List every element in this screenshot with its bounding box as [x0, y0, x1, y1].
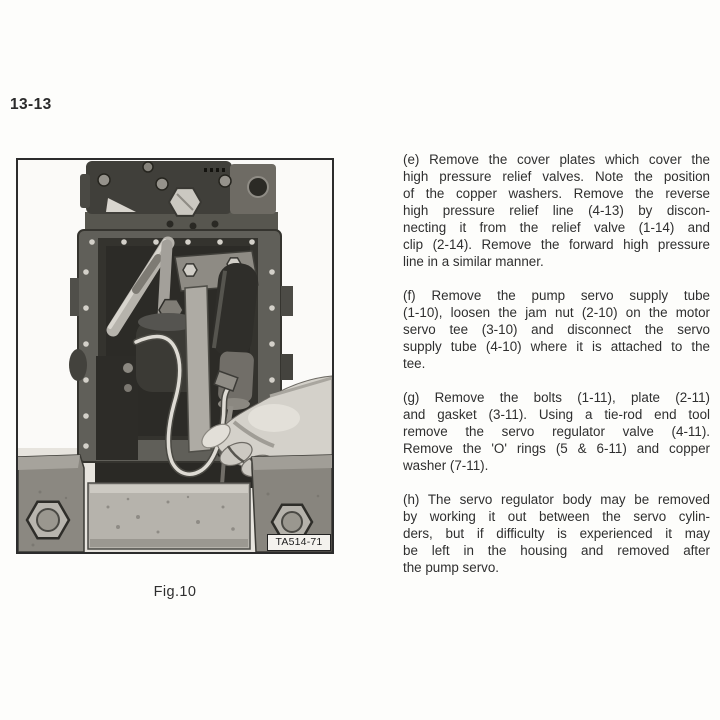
text-line: high pressure relief line (4-13) by discon- [403, 203, 710, 218]
text-line: tee. [403, 356, 426, 371]
text-line: high pressure relief valves. Note the position [403, 169, 710, 184]
text-line: by working it out between the servo cylin- [403, 509, 710, 524]
paragraph-f [403, 287, 710, 372]
text-line: be left in the housing and removed after [403, 543, 710, 558]
paragraph-h [403, 491, 710, 576]
figure-caption: Fig.10 [153, 584, 197, 600]
text-line: necting it from the relief valve (1-14) and [403, 220, 710, 235]
text-line: supply tube (4-10) where it is attached to the [403, 339, 710, 354]
text-line: of the copper washers. Remove the reverse [403, 186, 710, 201]
text-line: the pump servo. [403, 560, 500, 575]
text-line: ders, but if difficulty is experienced it may [403, 526, 710, 541]
text-line: washer (7-11). [403, 458, 489, 473]
text-line: (g) Remove the bolts (1-11), plate (2-11) [403, 390, 710, 405]
text-line: and gasket (3-11). Using a tie-rod end tool [403, 407, 710, 422]
procedure-text [403, 151, 710, 593]
figure-photo-frame [16, 158, 334, 554]
text-line: (e) Remove the cover plates which cover the [403, 152, 710, 167]
text-line: Remove the 'O' rings (5 & 6-11) and copper [403, 441, 710, 456]
text-line: servo tee (3-10) and disconnect the servo [403, 322, 710, 337]
text-line: line in a similar manner. [403, 254, 544, 269]
paragraph-g [403, 389, 710, 474]
text-line: (1-10), loosen the jam nut (2-10) on the motor [403, 305, 710, 320]
text-line: (f) Remove the pump servo supply tube [403, 288, 710, 303]
text-line: clip (2-14). Remove the forward high pressure [403, 237, 710, 252]
text-line: (h) The servo regulator body may be removed [403, 492, 710, 507]
page-number: 13-13 [10, 96, 52, 113]
photo-id-label: TA514-71 [267, 534, 331, 551]
figure-10 [16, 158, 334, 554]
pump-servo-assembly-photo [18, 160, 332, 552]
paragraph-e [403, 151, 710, 270]
text-line: remove the servo regulator valve (4-11). [403, 424, 710, 439]
